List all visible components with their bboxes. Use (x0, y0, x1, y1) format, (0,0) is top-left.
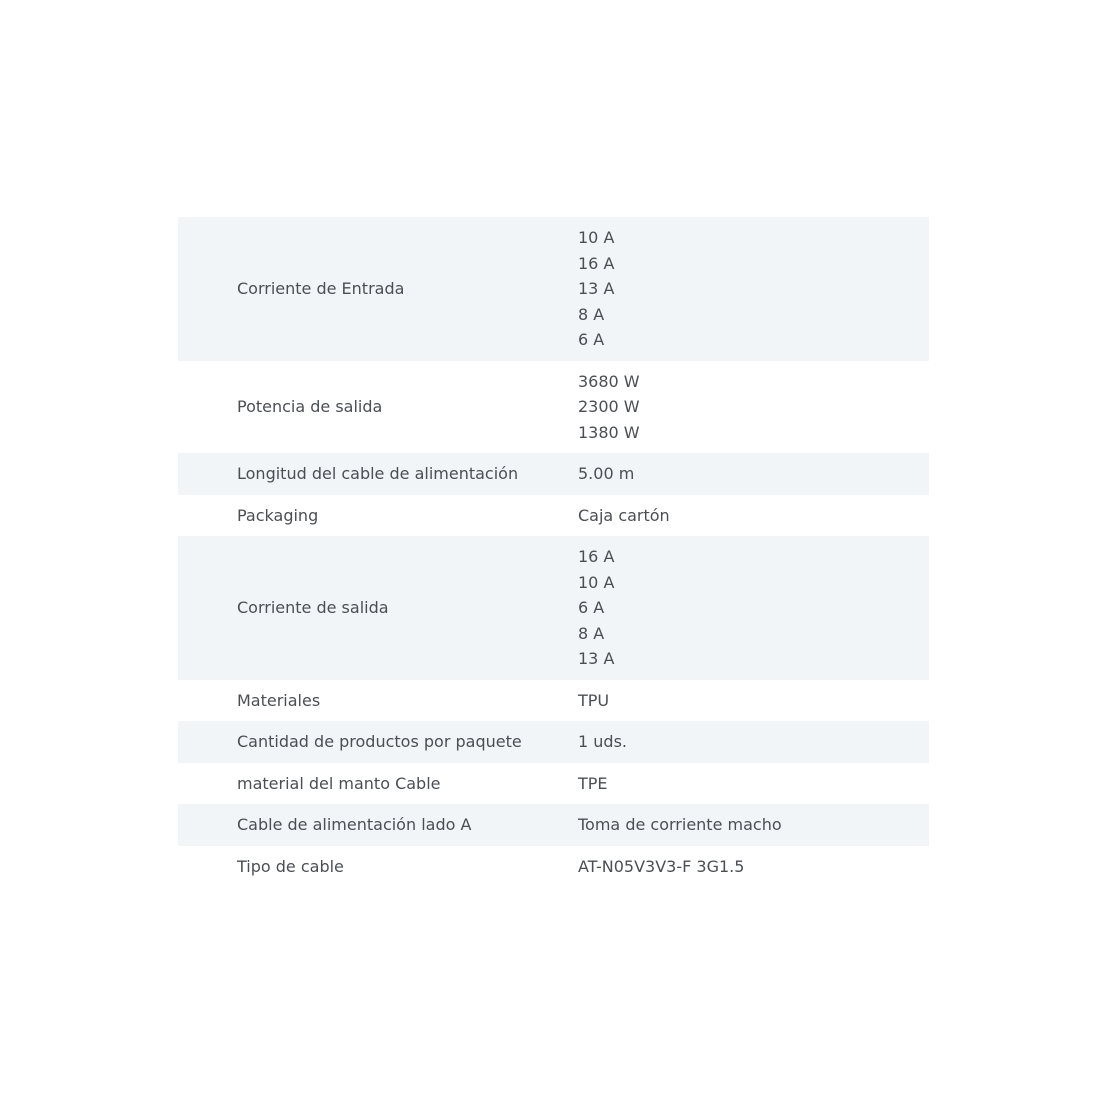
spec-value: 6 A (578, 598, 605, 617)
spec-value: Caja cartón (578, 505, 670, 525)
spec-row (178, 721, 929, 763)
spec-value: AT-N05V3V3-F 3G1.5 (578, 856, 745, 876)
spec-label: Cantidad de productos por paquete (237, 732, 522, 751)
spec-value: 5.00 m (578, 464, 635, 483)
spec-row (178, 453, 929, 495)
spec-value: 10 A (578, 228, 615, 247)
spec-value: 16 A (578, 547, 615, 566)
spec-value: 16 A (578, 253, 615, 273)
spec-values (578, 771, 929, 797)
spec-value: 6 A (578, 330, 605, 349)
spec-row (178, 680, 929, 722)
spec-row (178, 495, 929, 537)
spec-label: Packaging (237, 505, 319, 525)
spec-label: Corriente de salida (237, 598, 389, 617)
spec-values (578, 854, 929, 880)
spec-value: 3680 W (578, 371, 640, 391)
spec-label: Potencia de salida (237, 397, 383, 416)
spec-row (178, 361, 929, 454)
spec-values (578, 544, 929, 672)
spec-values (578, 461, 929, 487)
spec-value: TPE (578, 773, 608, 793)
spec-label: Materiales (237, 690, 321, 710)
spec-label: Cable de alimentación lado A (237, 815, 472, 834)
spec-row (178, 763, 929, 805)
spec-table (178, 217, 929, 887)
spec-row (178, 217, 929, 361)
spec-value: 13 A (578, 279, 615, 298)
spec-value: TPU (578, 690, 610, 710)
spec-values (578, 369, 929, 446)
spec-row (178, 846, 929, 888)
spec-value: 10 A (578, 572, 615, 592)
spec-values (578, 688, 929, 714)
spec-values (578, 729, 929, 755)
spec-value: 1380 W (578, 422, 640, 442)
spec-row (178, 536, 929, 680)
spec-value: 13 A (578, 649, 615, 668)
spec-value: 8 A (578, 304, 605, 324)
spec-values (578, 503, 929, 529)
spec-value: 8 A (578, 623, 605, 643)
spec-value: 1 uds. (578, 732, 627, 751)
spec-label: material del manto Cable (237, 773, 441, 793)
spec-value: 2300 W (578, 397, 640, 416)
spec-values (578, 812, 929, 838)
spec-label: Tipo de cable (237, 856, 344, 876)
spec-label: Longitud del cable de alimentación (237, 464, 519, 483)
spec-row (178, 804, 929, 846)
spec-value: Toma de corriente macho (578, 815, 782, 834)
spec-values (578, 225, 929, 353)
spec-label: Corriente de Entrada (237, 279, 405, 298)
